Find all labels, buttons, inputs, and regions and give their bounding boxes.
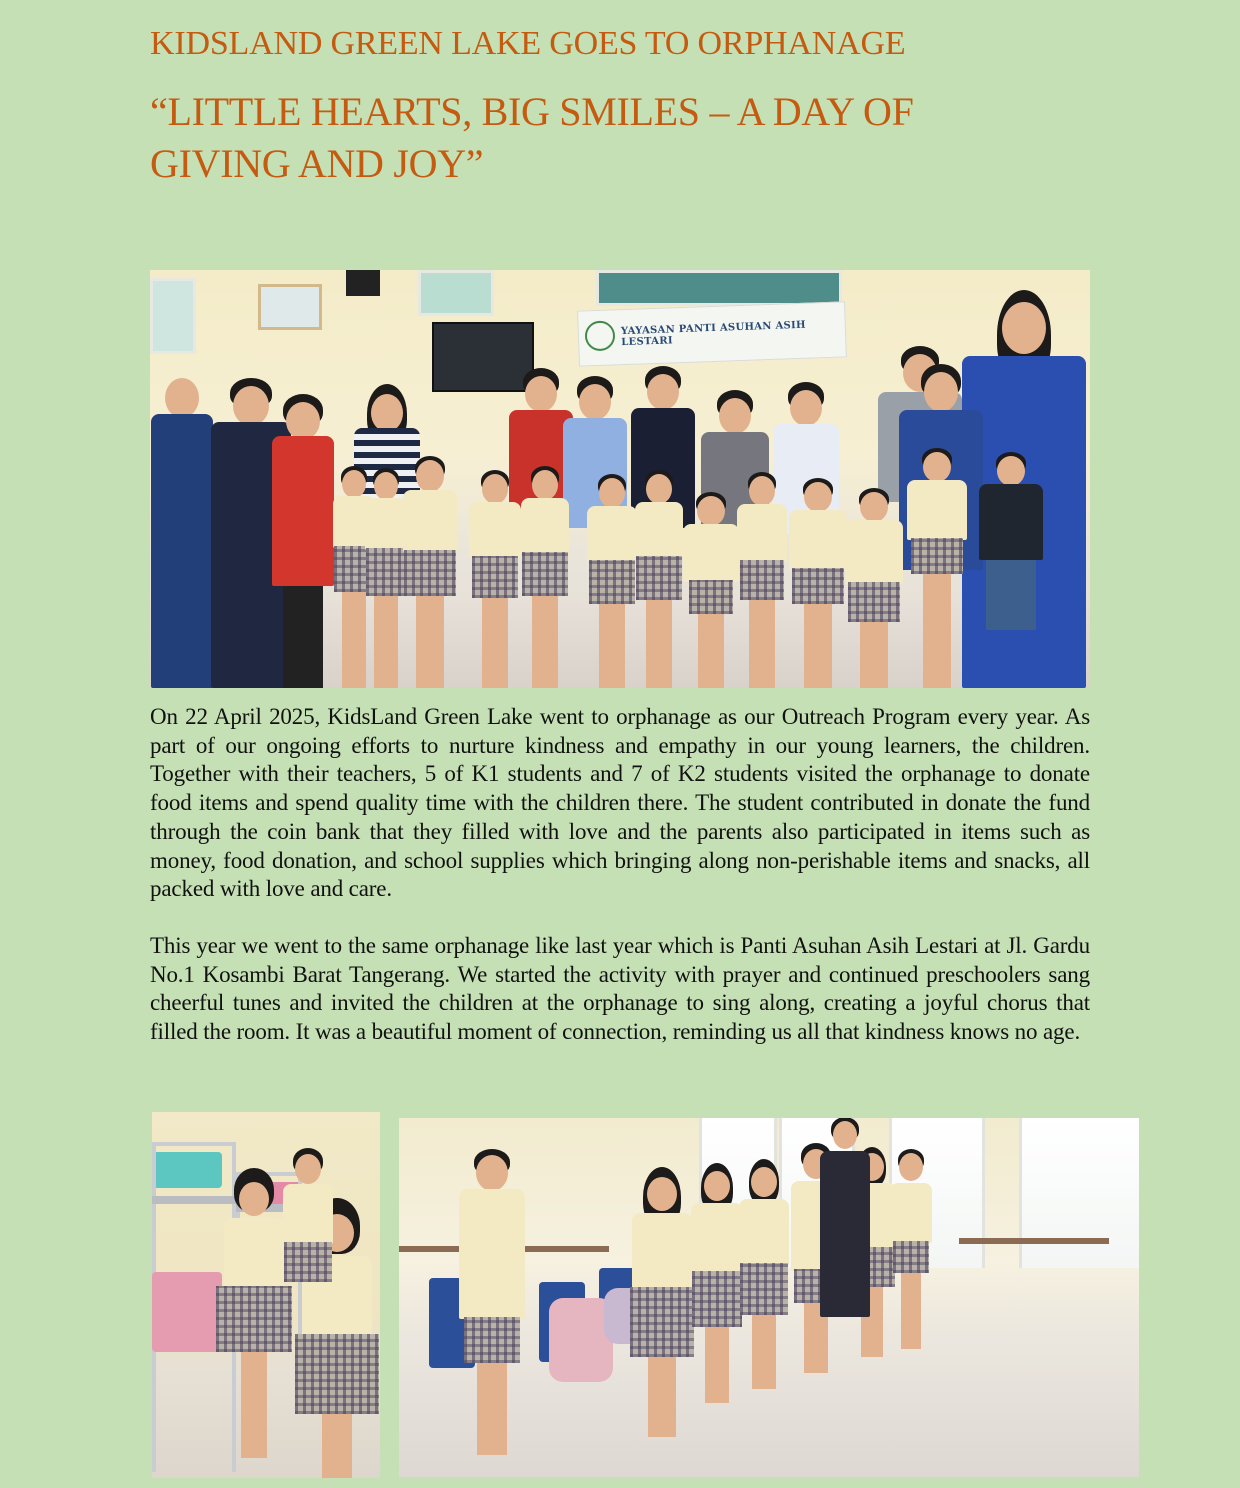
preschooler <box>586 474 638 688</box>
preschooler <box>280 1148 336 1378</box>
child <box>976 452 1046 688</box>
preschooler <box>520 466 570 688</box>
preschooler <box>889 1149 933 1349</box>
orphanage-sign <box>577 301 847 366</box>
preschooler <box>468 470 522 688</box>
preschooler <box>457 1149 527 1455</box>
orphanage-sign-text: YAYASAN PANTI ASUHAN ASIH LESTARI <box>620 319 807 349</box>
article-paragraph: On 22 April 2025, KidsLand Green Lake went to orphanage as our Outreach Program every year. As part of our ongoing efforts to nurture kindness and empathy in our young learners, the children. Together with their teachers, 5 of K1 students and 7 of K2 students visited the orphanage to donate food items and spend quality time with the children there. The student contributed in donate the fund through the coin bank that they filled with love and the parents also participated in items such as money, food donation, and school supplies which bringing along non-perishable items and snacks, all packed with love and care. <box>150 704 1090 902</box>
child <box>268 398 338 688</box>
wall-picture <box>258 284 322 330</box>
preschooler <box>737 1159 791 1389</box>
preschooler <box>844 488 904 688</box>
article-kicker: KIDSLAND GREEN LAKE GOES TO ORPHANAGE <box>150 25 906 62</box>
preschooler <box>402 456 458 688</box>
window <box>596 270 842 306</box>
table <box>959 1238 1109 1244</box>
article-paragraph: This year we went to the same orphanage like last year which is Panti Asuhan Asih Lestari at Jl. Gardu No.1 Kosambi Barat Tangerang. We started the activity with prayer and continued preschoolers sang cheerful tunes and invited the children at the orphanage to sing along, creating a joyful chorus that filled the room. It was a beautiful moment of connection, reminding us all that kindness knows no age. <box>150 933 1090 1045</box>
speaker <box>346 270 380 296</box>
mattress <box>152 1272 222 1352</box>
orphanage-logo-icon <box>584 320 615 351</box>
article-headline: “LITTLE HEARTS, BIG SMILES – A DAY OF GIVING AND JOY” <box>150 89 914 186</box>
teacher <box>150 378 214 688</box>
window <box>418 270 494 316</box>
preschooler <box>906 448 968 688</box>
preschooler <box>682 492 740 688</box>
teacher <box>819 1118 871 1317</box>
preschooler <box>634 470 684 688</box>
preschooler <box>629 1167 695 1437</box>
dormitory-photo <box>152 1112 380 1478</box>
preschooler <box>788 478 848 688</box>
preschooler <box>736 472 788 688</box>
window <box>1019 1118 1139 1268</box>
group-photo <box>150 270 1090 688</box>
window <box>150 278 196 354</box>
activity-room-photo <box>399 1118 1139 1477</box>
